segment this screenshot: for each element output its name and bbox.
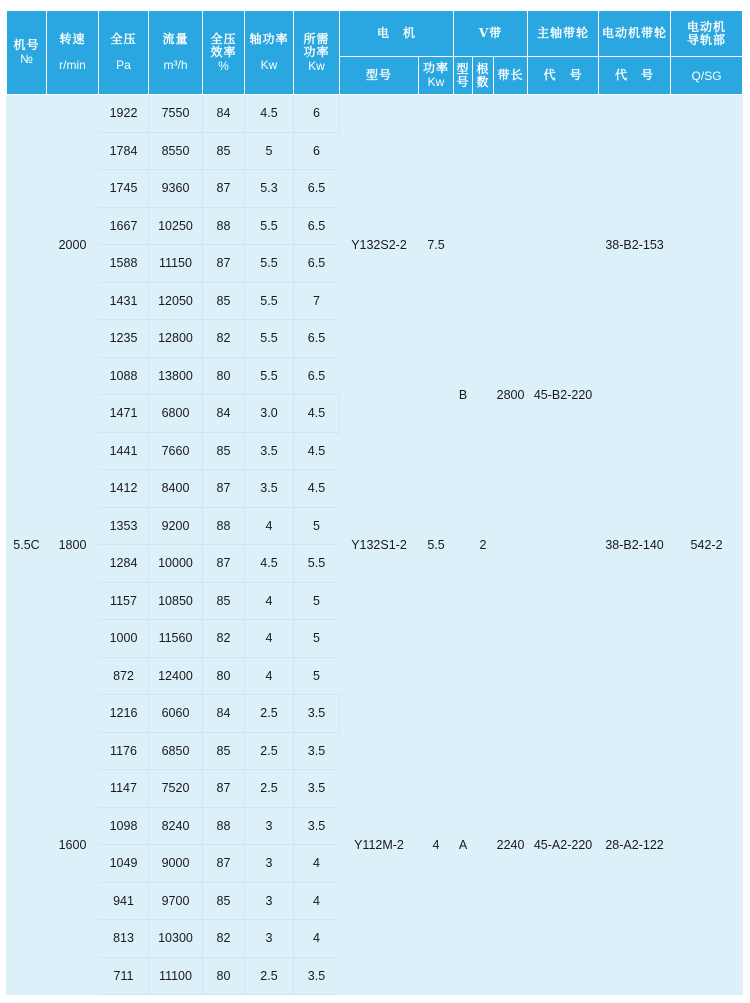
shaft-power-cell: 3: [245, 920, 294, 958]
efficiency-cell: 87: [203, 845, 245, 883]
header-motor-rail: [671, 11, 743, 57]
header-motor-power: [419, 57, 454, 95]
header-required-power: [294, 11, 340, 95]
motor-pulley-cell: 38-B2-140: [599, 395, 671, 695]
required-power-cell: 4.5: [294, 470, 340, 508]
header-shaft-power-label: 轴功率: [249, 32, 289, 46]
pressure-cell: 1441: [99, 432, 149, 470]
flow-cell: 11100: [149, 957, 203, 995]
efficiency-cell: 85: [203, 882, 245, 920]
efficiency-cell: 87: [203, 545, 245, 583]
flow-cell: 13800: [149, 357, 203, 395]
header-motor-pulley: [599, 11, 671, 57]
flow-cell: 10300: [149, 920, 203, 958]
required-power-cell: 6.5: [294, 170, 340, 208]
pressure-cell: 1235: [99, 320, 149, 358]
belt-count-cell: 2: [473, 95, 494, 995]
shaft-power-cell: 5: [245, 132, 294, 170]
efficiency-cell: 85: [203, 282, 245, 320]
efficiency-cell: 88: [203, 207, 245, 245]
header-efficiency: [203, 11, 245, 95]
required-power-cell: 7: [294, 282, 340, 320]
machine-no-cell: 5.5C: [7, 95, 47, 995]
pressure-cell: 1000: [99, 620, 149, 658]
shaft-power-cell: 3: [245, 845, 294, 883]
header-required-power-unit: Kw: [308, 58, 325, 73]
shaft-power-cell: 4.5: [245, 95, 294, 133]
header-belt-type: [454, 57, 473, 95]
required-power-cell: 6: [294, 95, 340, 133]
pressure-cell: 813: [99, 920, 149, 958]
pressure-cell: 1431: [99, 282, 149, 320]
pressure-cell: 1745: [99, 170, 149, 208]
main-pulley-cell: 45-B2-220: [528, 95, 599, 695]
required-power-cell: 3.5: [294, 957, 340, 995]
shaft-power-cell: 2.5: [245, 732, 294, 770]
required-power-cell: 4: [294, 845, 340, 883]
flow-cell: 9360: [149, 170, 203, 208]
header-main-pulley-code: [528, 57, 599, 95]
required-power-cell: 6.5: [294, 207, 340, 245]
header-motor-rail-code: [671, 57, 743, 95]
header-main-pulley: [528, 11, 599, 57]
shaft-power-cell: 4.5: [245, 545, 294, 583]
motor-power-cell: 4: [419, 695, 454, 995]
shaft-power-cell: 2.5: [245, 770, 294, 808]
flow-cell: 11150: [149, 245, 203, 283]
header-shaft-power-unit: Kw: [260, 58, 278, 72]
required-power-cell: 3.5: [294, 770, 340, 808]
required-power-cell: 4.5: [294, 432, 340, 470]
pressure-cell: 1147: [99, 770, 149, 808]
flow-cell: 10250: [149, 207, 203, 245]
pressure-cell: 1922: [99, 95, 149, 133]
required-power-cell: 5.5: [294, 545, 340, 583]
header-motor-pulley-code-label: 代 号: [615, 68, 655, 82]
speed-cell: 2000: [47, 95, 99, 395]
header-motor-model-label: 型号: [365, 68, 392, 82]
efficiency-cell: 85: [203, 732, 245, 770]
efficiency-cell: 80: [203, 357, 245, 395]
header-speed-label: 转速: [59, 32, 86, 46]
pressure-cell: 711: [99, 957, 149, 995]
shaft-power-cell: 3: [245, 882, 294, 920]
header-belt-length-label: 带长: [497, 68, 524, 82]
header-model-no-label: 机号: [13, 38, 40, 52]
flow-cell: 7660: [149, 432, 203, 470]
motor-rail-cell: 542-2: [671, 95, 743, 995]
shaft-power-cell: 5.5: [245, 245, 294, 283]
pressure-cell: 1412: [99, 470, 149, 508]
header-efficiency-unit: %: [218, 58, 229, 73]
table-row: [7, 695, 743, 733]
table-row: [7, 95, 743, 133]
pressure-cell: 1098: [99, 807, 149, 845]
header-vbelt: [454, 11, 528, 57]
table-body: [7, 95, 743, 995]
shaft-power-cell: 3.0: [245, 395, 294, 433]
required-power-cell: 6.5: [294, 245, 340, 283]
header-motor-power-unit: Kw: [427, 75, 445, 89]
required-power-cell: 6.5: [294, 357, 340, 395]
efficiency-cell: 84: [203, 395, 245, 433]
pressure-cell: 1784: [99, 132, 149, 170]
header-main-pulley-code-label: 代 号: [543, 68, 583, 82]
main-pulley-cell: 45-A2-220: [528, 695, 599, 995]
flow-cell: 10850: [149, 582, 203, 620]
flow-cell: 9200: [149, 507, 203, 545]
motor-model-cell: Y132S1-2: [340, 395, 419, 695]
required-power-cell: 5: [294, 507, 340, 545]
required-power-cell: 5: [294, 657, 340, 695]
required-power-cell: 3.5: [294, 695, 340, 733]
efficiency-cell: 88: [203, 507, 245, 545]
speed-cell: 1600: [47, 695, 99, 995]
required-power-cell: 6: [294, 132, 340, 170]
header-speed-unit: r/min: [59, 58, 86, 72]
header-speed: [47, 11, 99, 95]
required-power-cell: 5: [294, 620, 340, 658]
header-belt-count-label: 根数: [476, 61, 490, 89]
shaft-power-cell: 2.5: [245, 957, 294, 995]
header-motor-model: [340, 57, 419, 95]
header-motor-label: 电 机: [377, 26, 417, 40]
flow-cell: 8550: [149, 132, 203, 170]
efficiency-cell: 85: [203, 432, 245, 470]
header-motor: [340, 11, 454, 57]
efficiency-cell: 80: [203, 957, 245, 995]
header-motor-rail-label: 电动机导轨部: [687, 19, 727, 47]
efficiency-cell: 80: [203, 657, 245, 695]
header-belt-length: [494, 57, 528, 95]
header-efficiency-label: 全压效率: [210, 31, 237, 59]
efficiency-cell: 82: [203, 620, 245, 658]
table-row: [7, 395, 743, 433]
efficiency-cell: 82: [203, 320, 245, 358]
header-flow-unit: m³/h: [163, 58, 188, 72]
header-motor-power-label: 功率: [423, 61, 450, 75]
efficiency-cell: 85: [203, 132, 245, 170]
flow-cell: 6060: [149, 695, 203, 733]
belt-length-cell: 2800: [494, 95, 528, 695]
pressure-cell: 1176: [99, 732, 149, 770]
shaft-power-cell: 5.5: [245, 207, 294, 245]
required-power-cell: 4: [294, 882, 340, 920]
header-model-no: [7, 11, 47, 95]
header-belt-type-label: 型号: [456, 61, 470, 89]
motor-pulley-cell: 38-B2-153: [599, 95, 671, 395]
motor-model-cell: Y112M-2: [340, 695, 419, 995]
required-power-cell: 4: [294, 920, 340, 958]
flow-cell: 8240: [149, 807, 203, 845]
pressure-cell: 1216: [99, 695, 149, 733]
header-pressure: [99, 11, 149, 95]
pressure-cell: 1588: [99, 245, 149, 283]
pressure-cell: 1471: [99, 395, 149, 433]
efficiency-cell: 87: [203, 770, 245, 808]
header-main-pulley-label: 主轴带轮: [537, 26, 590, 40]
flow-cell: 7550: [149, 95, 203, 133]
flow-cell: 12800: [149, 320, 203, 358]
flow-cell: 6850: [149, 732, 203, 770]
efficiency-cell: 84: [203, 95, 245, 133]
flow-cell: 10000: [149, 545, 203, 583]
header-pressure-label: 全压: [110, 32, 137, 46]
pressure-cell: 1088: [99, 357, 149, 395]
flow-cell: 7520: [149, 770, 203, 808]
efficiency-cell: 87: [203, 170, 245, 208]
required-power-cell: 4.5: [294, 395, 340, 433]
flow-cell: 11560: [149, 620, 203, 658]
header-belt-count: [473, 57, 494, 95]
shaft-power-cell: 3.5: [245, 432, 294, 470]
efficiency-cell: 85: [203, 582, 245, 620]
belt-type-cell: A: [454, 695, 473, 995]
pressure-cell: 1353: [99, 507, 149, 545]
pressure-cell: 1157: [99, 582, 149, 620]
flow-cell: 9000: [149, 845, 203, 883]
header-motor-rail-code-label: Q/SG: [691, 68, 722, 83]
shaft-power-cell: 4: [245, 507, 294, 545]
motor-model-cell: Y132S2-2: [340, 95, 419, 395]
motor-pulley-cell: 28-A2-122: [599, 695, 671, 995]
pressure-cell: 941: [99, 882, 149, 920]
efficiency-cell: 87: [203, 470, 245, 508]
required-power-cell: 3.5: [294, 732, 340, 770]
header-flow: [149, 11, 203, 95]
required-power-cell: 6.5: [294, 320, 340, 358]
belt-length-cell: 2240: [494, 695, 528, 995]
shaft-power-cell: 5.3: [245, 170, 294, 208]
required-power-cell: 3.5: [294, 807, 340, 845]
shaft-power-cell: 2.5: [245, 695, 294, 733]
pressure-cell: 1284: [99, 545, 149, 583]
shaft-power-cell: 4: [245, 620, 294, 658]
flow-cell: 12050: [149, 282, 203, 320]
required-power-cell: 5: [294, 582, 340, 620]
shaft-power-cell: 4: [245, 657, 294, 695]
belt-type-cell: B: [454, 95, 473, 695]
flow-cell: 12400: [149, 657, 203, 695]
header-pressure-unit: Pa: [116, 58, 131, 72]
header-flow-label: 流量: [162, 32, 189, 46]
header-required-power-label: 所需功率: [303, 31, 330, 59]
efficiency-cell: 84: [203, 695, 245, 733]
shaft-power-cell: 5.5: [245, 282, 294, 320]
table-header: [7, 11, 743, 95]
efficiency-cell: 87: [203, 245, 245, 283]
shaft-power-cell: 5.5: [245, 357, 294, 395]
header-motor-pulley-label: 电动机带轮: [602, 26, 668, 40]
flow-cell: 8400: [149, 470, 203, 508]
pressure-cell: 1049: [99, 845, 149, 883]
motor-power-cell: 7.5: [419, 95, 454, 395]
efficiency-cell: 82: [203, 920, 245, 958]
speed-cell: 1800: [47, 395, 99, 695]
pressure-cell: 872: [99, 657, 149, 695]
header-model-no-sub: №: [20, 52, 33, 66]
shaft-power-cell: 4: [245, 582, 294, 620]
shaft-power-cell: 5.5: [245, 320, 294, 358]
flow-cell: 9700: [149, 882, 203, 920]
motor-power-cell: 5.5: [419, 395, 454, 695]
header-motor-pulley-code: [599, 57, 671, 95]
efficiency-cell: 88: [203, 807, 245, 845]
fan-spec-table: [6, 10, 743, 995]
flow-cell: 6800: [149, 395, 203, 433]
header-shaft-power: [245, 11, 294, 95]
shaft-power-cell: 3.5: [245, 470, 294, 508]
pressure-cell: 1667: [99, 207, 149, 245]
header-vbelt-label: V带: [478, 26, 503, 40]
shaft-power-cell: 3: [245, 807, 294, 845]
